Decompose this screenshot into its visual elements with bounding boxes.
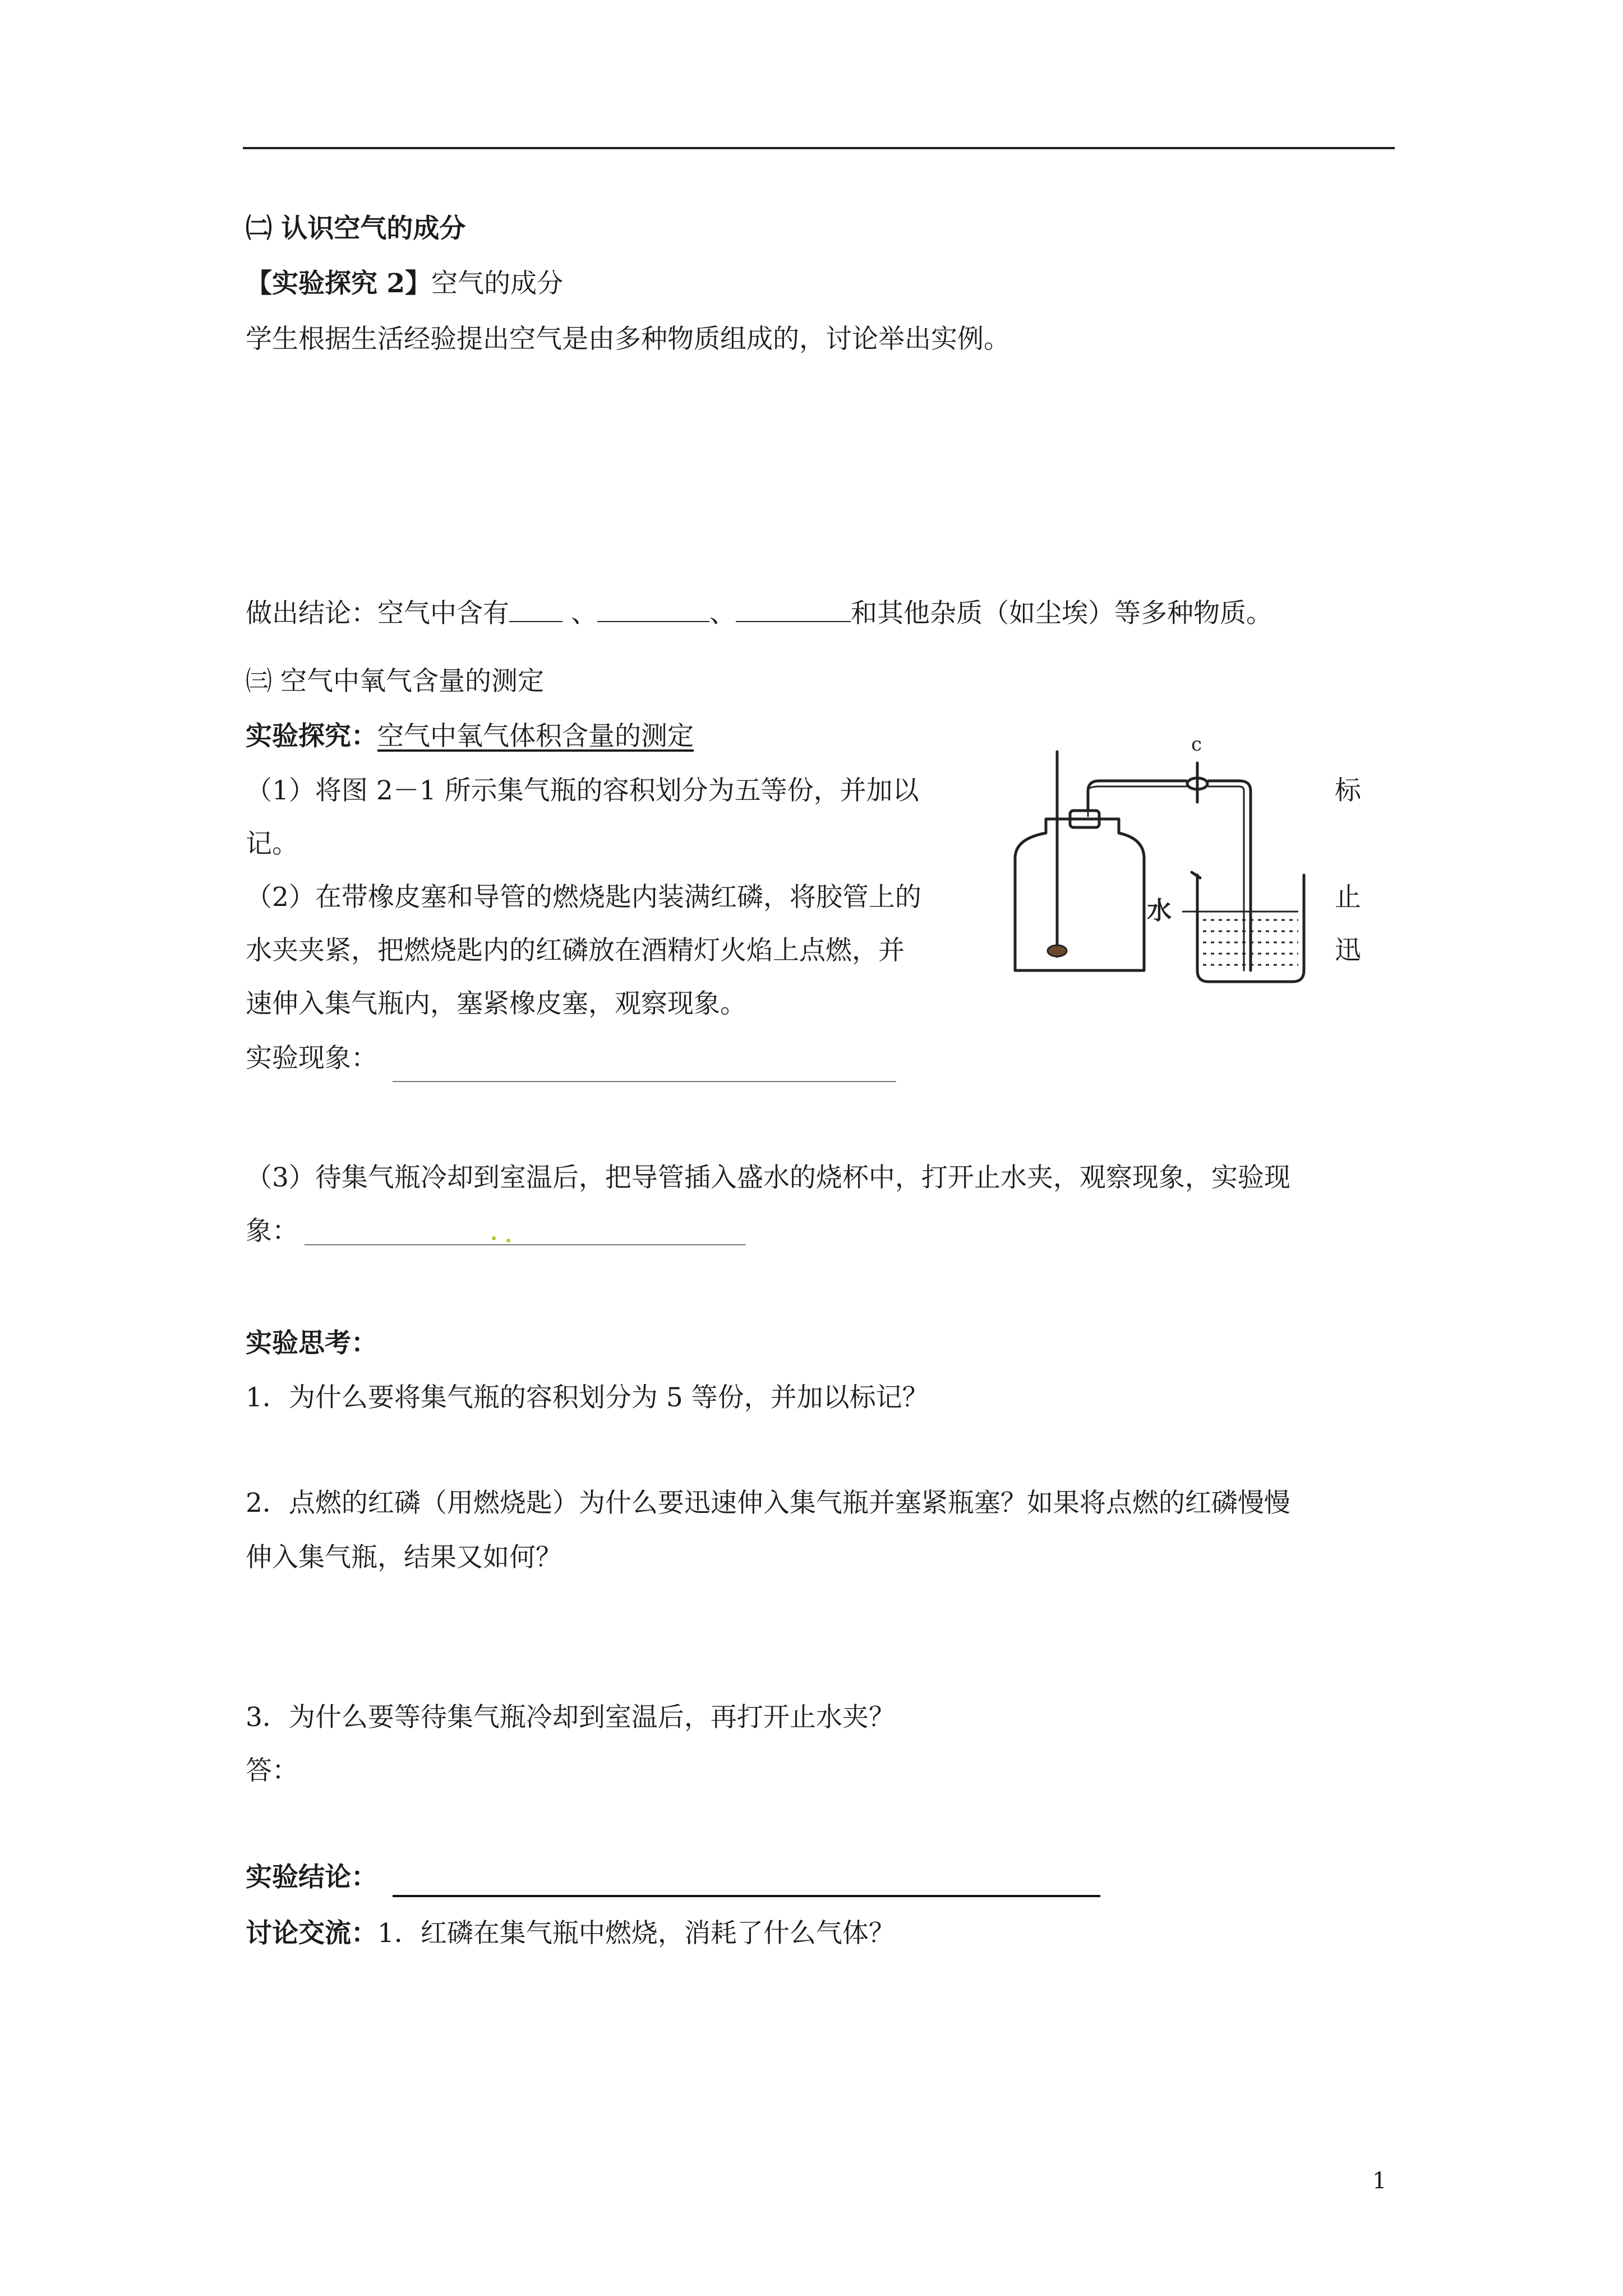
- step-2-line-end2: 迅: [1335, 935, 1361, 966]
- step-2-line-a: （2）在带橡皮塞和导管的燃烧匙内装满红磷，将胶管上的: [246, 882, 921, 913]
- phenomenon-label: 实验现象：: [246, 1043, 377, 1074]
- water-label: 水: [1147, 896, 1172, 925]
- apparatus-figure: [1004, 735, 1318, 987]
- answer-blank-1[interactable]: [509, 596, 562, 622]
- step-3-line-a: （3）待集气瓶冷却到室温后，把导管插入盛水的烧杯中，打开止水夹，观察现象，实验现: [246, 1162, 1290, 1193]
- discussion-label: 讨论交流：: [246, 1918, 377, 1949]
- clamp-label: c: [1191, 735, 1202, 756]
- thinking-heading: 实验思考：: [246, 1328, 377, 1359]
- probe-2-title: 空气的成分: [431, 268, 564, 299]
- question-1: 1．为什么要将集气瓶的容积划分为 5 等份，并加以标记？: [246, 1382, 929, 1413]
- stray-mark: [492, 1236, 496, 1240]
- experiment-conclusion-label: 实验结论：: [246, 1862, 377, 1893]
- discussion-line: [246, 1917, 895, 1950]
- conclusion-prefix: 做出结论：空气中含有: [246, 598, 509, 629]
- separator: 、: [570, 598, 597, 629]
- collecting-bottle: [1015, 819, 1144, 970]
- separator: 、: [709, 598, 736, 629]
- probe-2-bracket: 【实验探究 2】: [246, 268, 432, 299]
- answer-blank-2[interactable]: [597, 596, 709, 622]
- section-2-heading: ㈡ 认识空气的成分: [246, 213, 466, 244]
- conclusion-suffix: 和其他杂质（如尘埃）等多种物质。: [850, 598, 1272, 629]
- step-3-answer-line[interactable]: [305, 1244, 746, 1245]
- question-2-line-a: 2．点燃的红磷（用燃烧匙）为什么要迅速伸入集气瓶并塞紧瓶塞？如果将点燃的红磷慢慢: [246, 1488, 1290, 1519]
- red-phosphorus: [1048, 945, 1067, 956]
- discussion-question-1: 1．红磷在集气瓶中燃烧，消耗了什么气体？: [377, 1918, 895, 1949]
- step-1-line-a: （1）将图 2－1 所示集气瓶的容积划分为五等份，并加以: [246, 775, 919, 806]
- step-2-line-b: 水夹夹紧，把燃烧匙内的红磷放在酒精灯火焰上点燃，并: [246, 935, 905, 966]
- phenomenon-answer-line[interactable]: [393, 1081, 896, 1082]
- answer-blank-3[interactable]: [736, 596, 851, 622]
- conclusion-answer-line[interactable]: [393, 1895, 1100, 1897]
- probe-3-line: [246, 720, 694, 753]
- section-3-heading: ㈢ 空气中氧气含量的测定: [246, 666, 544, 697]
- conclusion-air-line: [246, 596, 1272, 631]
- delivery-tube-left: [1088, 781, 1186, 811]
- header-rule: [243, 147, 1395, 149]
- probe-3-label: 实验探究：: [246, 721, 377, 752]
- step-2-line-c: 速伸入集气瓶内，塞紧橡皮塞，观察现象。: [246, 988, 746, 1019]
- step-1-line-b: 记。: [246, 829, 298, 859]
- probe-2-line: [246, 267, 563, 301]
- question-2-line-b: 伸入集气瓶，结果又如何？: [246, 1542, 562, 1573]
- probe-3-title: 空气中氧气体积含量的测定: [377, 721, 694, 752]
- page-number: 1: [1372, 2168, 1387, 2194]
- section-2-intro: 学生根据生活经验提出空气是由多种物质组成的，讨论举出实例。: [246, 324, 1010, 355]
- step-3-line-b: 象：: [246, 1216, 298, 1246]
- answer-label: 答：: [246, 1755, 298, 1786]
- step-2-line-end1: 止: [1335, 882, 1361, 913]
- step-1-line-end: 标: [1335, 775, 1361, 806]
- question-3: 3．为什么要等待集气瓶冷却到室温后，再打开止水夹？: [246, 1702, 895, 1733]
- stray-mark: [506, 1239, 510, 1243]
